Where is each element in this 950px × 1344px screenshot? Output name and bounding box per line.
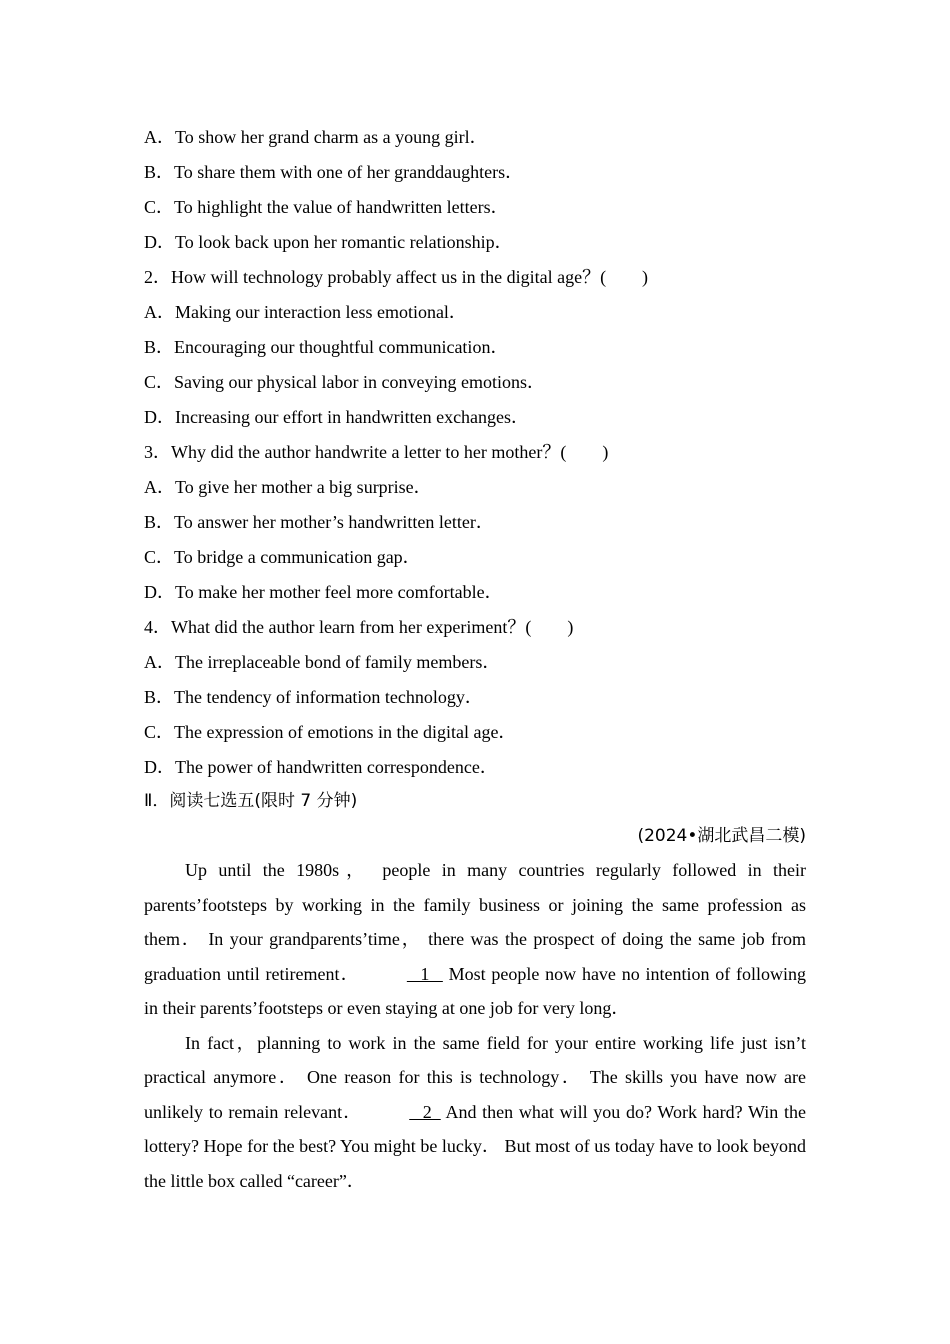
question1-options — [144, 120, 806, 260]
question4-option-b: B．The tendency of information technology． — [144, 687, 483, 707]
question3-option-d: D．To make her mother feel more comfortable． — [144, 582, 503, 602]
question1-option-c: C．To highlight the value of handwritten letters． — [144, 197, 509, 217]
question2-stem: 2．How will technology probably affect us in the digital age？( ) — [144, 267, 649, 287]
document-page — [144, 120, 806, 1198]
question2-option-c: C．Saving our physical labor in conveying emotions． — [144, 372, 545, 392]
passage-p2-before: In fact，planning to work in the same field for your entire working life just isn’t practical anymore． One reason for this is technology． The skills you have now are unlikely to remain relevant． — [144, 1032, 806, 1122]
blank-2: 2 — [409, 1101, 441, 1122]
question4-stem: 4．What did the author learn from her experiment？( ) — [144, 617, 574, 637]
question4 — [144, 610, 806, 785]
question4-option-c: C．The expression of emotions in the digital age． — [144, 722, 517, 742]
question2-option-a: A．Making our interaction less emotional． — [144, 302, 467, 322]
passage-p1-after: Most people now have no intention of following in their parents’footsteps or even staying at one job for very long． — [144, 963, 807, 1018]
question3-option-b: B．To answer her mother’s handwritten letter． — [144, 512, 494, 532]
question1-option-b: B．To share them with one of her granddaughters． — [144, 162, 524, 182]
question2 — [144, 260, 806, 435]
passage-paragraph-1 — [144, 853, 806, 1026]
section2-title: Ⅱ．阅读七选五(限时 7 分钟) — [144, 791, 358, 811]
question1-option-d: D．To look back upon her romantic relationship． — [144, 232, 513, 252]
question3 — [144, 435, 806, 610]
section2-source-text: (2024•湖北武昌二模) — [637, 826, 806, 846]
section2-source — [144, 817, 806, 853]
question4-option-a: A．The irreplaceable bond of family members． — [144, 652, 501, 672]
question2-option-d: D．Increasing our effort in handwritten exchanges． — [144, 407, 530, 427]
question3-option-c: C．To bridge a communication gap． — [144, 547, 421, 567]
passage-p1-before: Up until the 1980s， people in many countries regularly followed in their parents’footsteps by working in the family business or joining the same profession as them． In your grandparents’time， there was the prospect of doing the same job from graduation until retirement． — [144, 860, 806, 984]
question3-stem: 3．Why did the author handwrite a letter to her mother？( ) — [144, 442, 609, 462]
question1-option-a: A．To show her grand charm as a young girl． — [144, 127, 488, 147]
question2-option-b: B．Encouraging our thoughtful communication． — [144, 337, 509, 357]
passage-p2-after: And then what will you do? Work hard? Win the lottery? Hope for the best? You might be lucky． But most of us today have to look beyond the little box called “career”． — [144, 1101, 806, 1191]
blank-1: 1 — [406, 963, 443, 984]
question4-option-d: D．The power of handwritten correspondence． — [144, 757, 498, 777]
passage-paragraph-2 — [144, 1026, 806, 1199]
question3-option-a: A．To give her mother a big surprise． — [144, 477, 432, 497]
